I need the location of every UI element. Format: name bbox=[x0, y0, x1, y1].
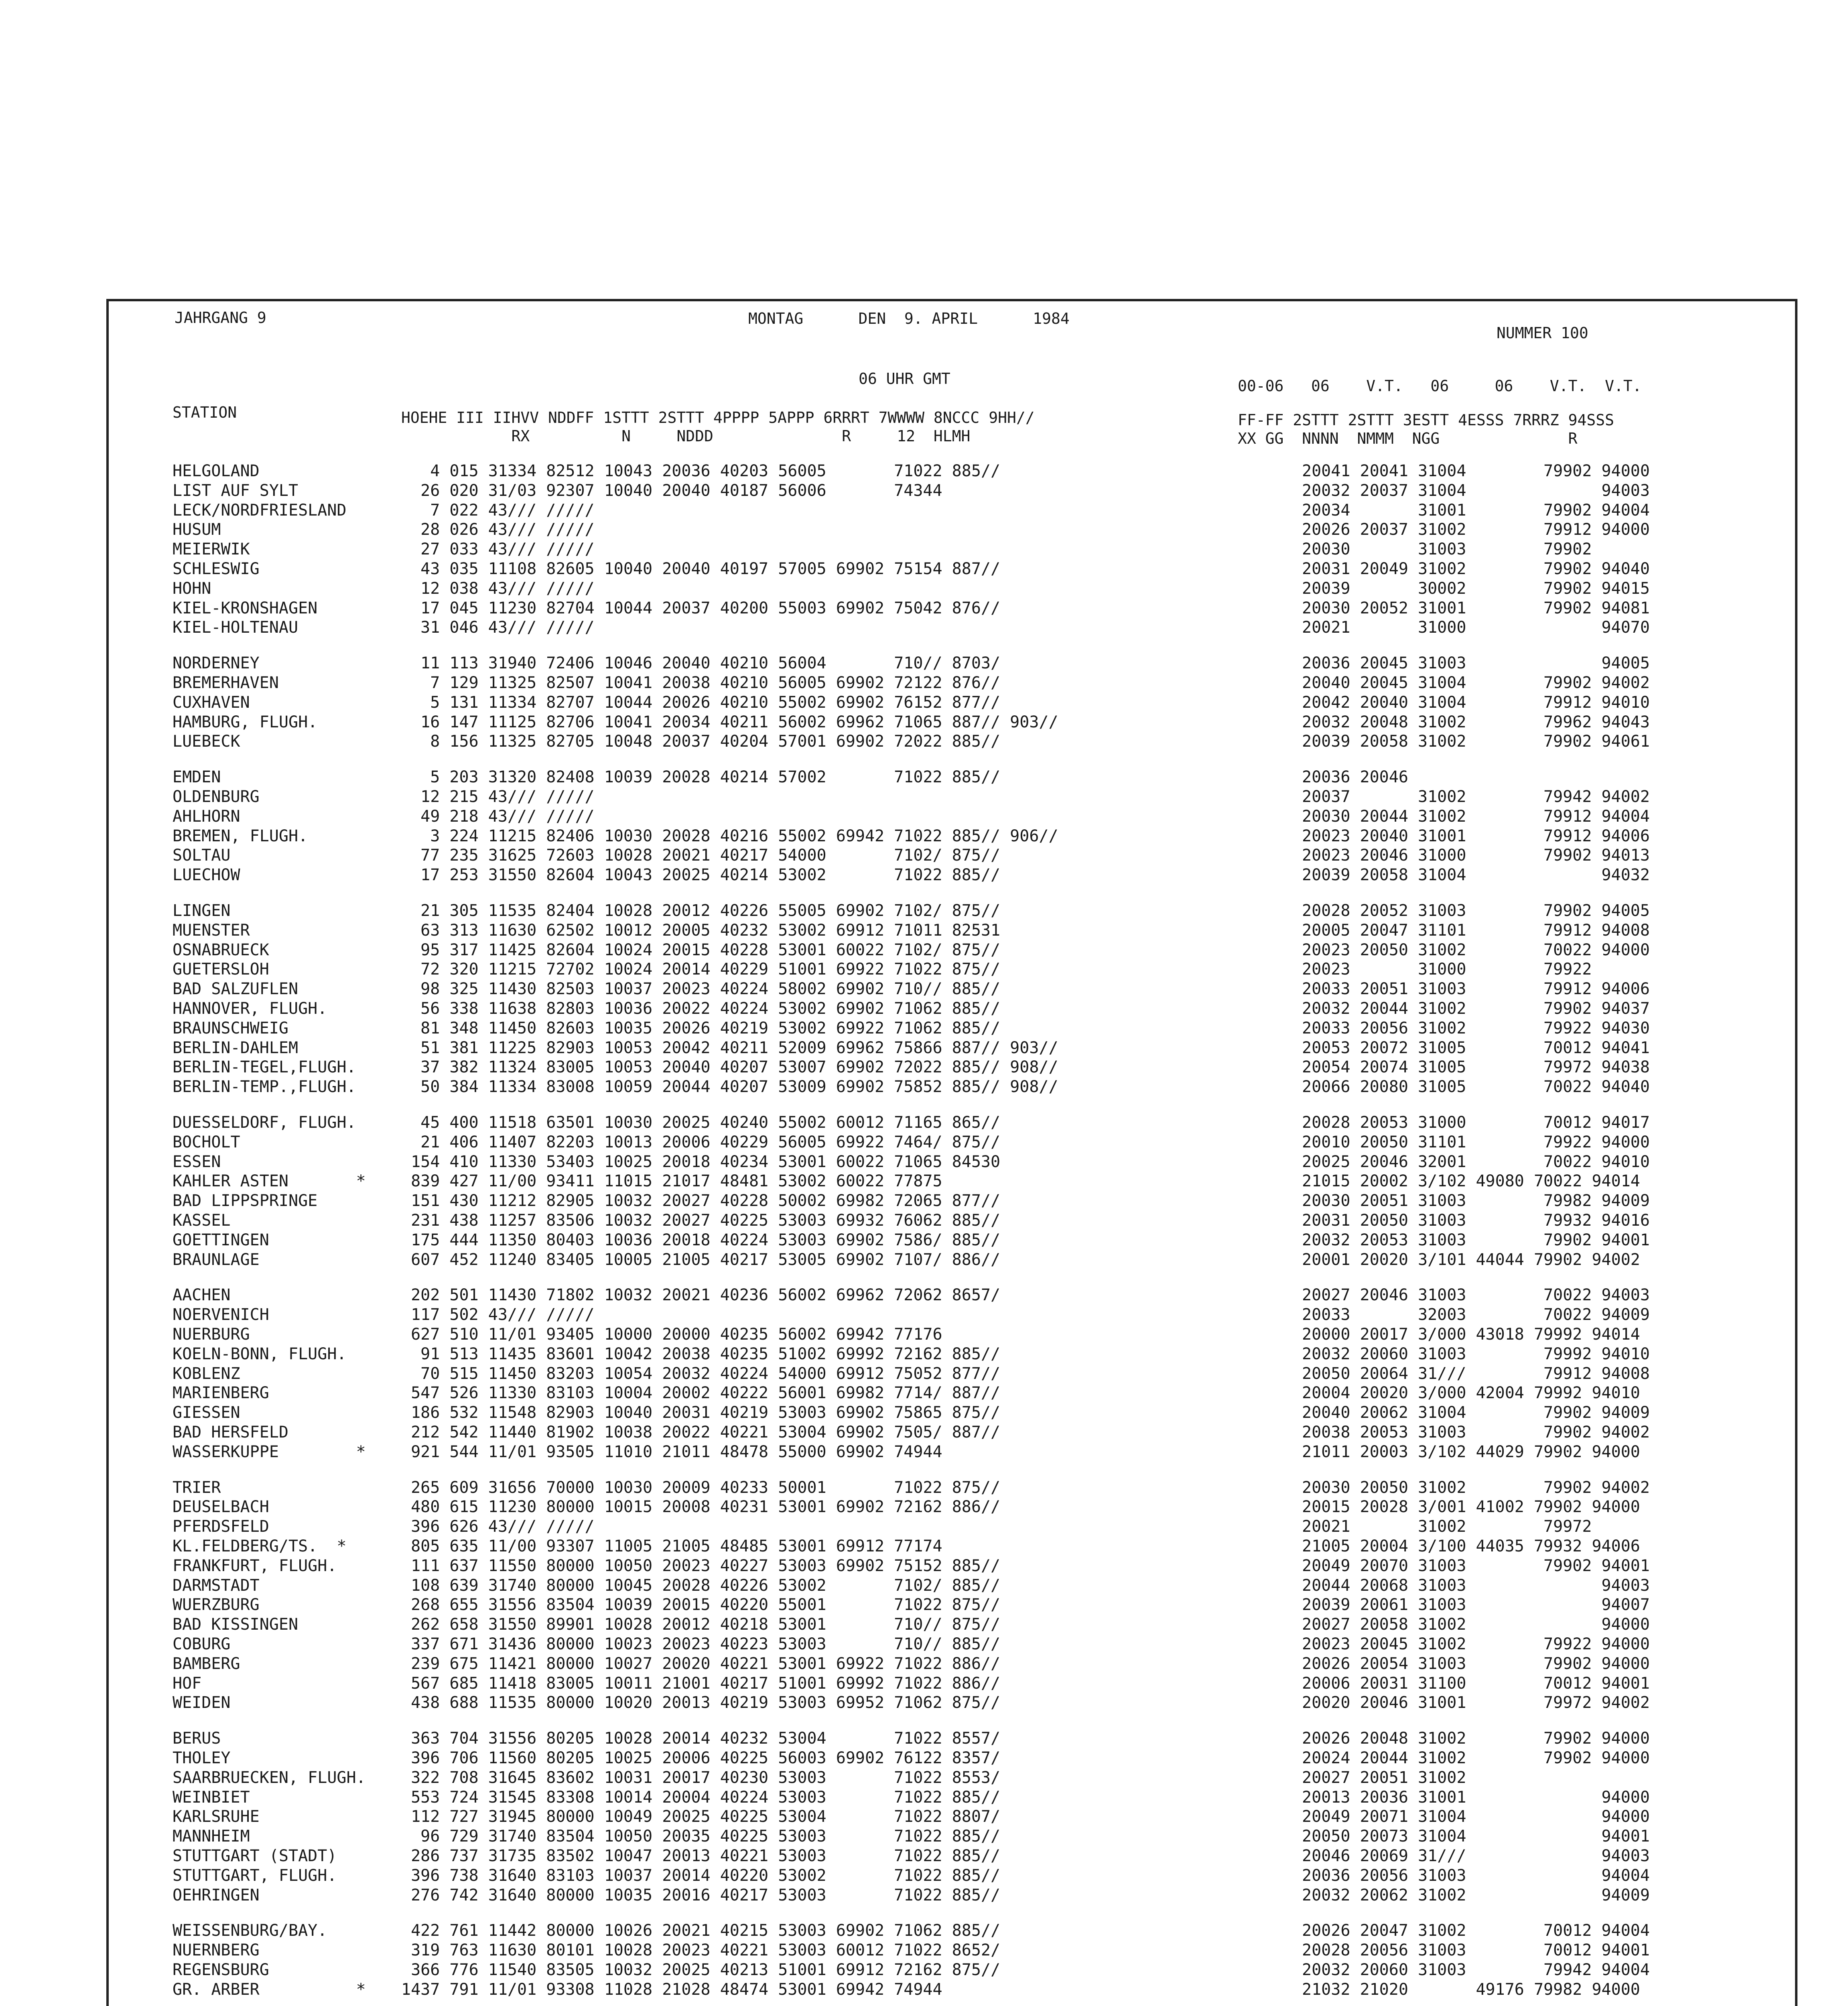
station-period-codes: 20032 20060 31003 79942 94004 bbox=[1302, 1961, 1650, 1979]
station-observation-codes: 276 742 31640 80000 10035 20016 40217 53003 71022 885// bbox=[401, 1886, 1001, 1904]
station-name: HANNOVER, FLUGH. bbox=[173, 999, 327, 1018]
station-period-codes: 20041 20041 31004 79902 94000 bbox=[1302, 462, 1650, 480]
station-observation-codes: 28 026 43/// ///// bbox=[401, 520, 595, 539]
station-observation-codes: 77 235 31625 72603 10028 20021 40217 54000 7102/ 875// bbox=[401, 846, 1001, 865]
station-observation-codes: 117 502 43/// ///// bbox=[401, 1306, 595, 1324]
station-period-codes: 20037 31002 79942 94002 bbox=[1302, 788, 1650, 806]
station-name: PFERDSFELD bbox=[173, 1517, 269, 1536]
station-name: KIEL-KRONSHAGEN bbox=[173, 599, 318, 617]
right-period-header: 00-06 06 V.T. 06 06 V.T. V.T. bbox=[1238, 377, 1642, 395]
station-name: TRIER bbox=[173, 1478, 221, 1497]
station-period-codes: 20032 20053 31003 79902 94001 bbox=[1302, 1230, 1650, 1249]
station-period-codes: 20042 20040 31004 79912 94010 bbox=[1302, 693, 1650, 712]
station-period-codes: 20015 20028 3/001 41002 79902 94000 bbox=[1302, 1498, 1640, 1517]
station-period-codes: 20033 20051 31003 79912 94006 bbox=[1302, 980, 1650, 999]
station-observation-codes: 27 033 43/// ///// bbox=[401, 540, 595, 559]
station-name: BAD HERSFELD bbox=[173, 1423, 288, 1442]
station-name: SOLTAU bbox=[173, 846, 231, 865]
station-period-codes: 20039 20061 31003 94007 bbox=[1302, 1596, 1650, 1614]
station-name: MUENSTER bbox=[173, 921, 250, 940]
station-period-codes: 20049 20070 31003 79902 94001 bbox=[1302, 1556, 1650, 1575]
station-period-codes: 21011 20003 3/102 44029 79902 94000 bbox=[1302, 1442, 1640, 1461]
station-period-codes: 21032 21020 49176 79982 94000 bbox=[1302, 1980, 1640, 1999]
station-period-codes: 20031 20050 31003 79932 94016 bbox=[1302, 1211, 1650, 1230]
station-name: KIEL-HOLTENAU bbox=[173, 618, 299, 637]
station-observation-codes: 43 035 11108 82605 10040 20040 40197 57005 69902 75154 887// bbox=[401, 560, 1001, 578]
station-period-codes: 20031 20049 31002 79902 94040 bbox=[1302, 560, 1650, 578]
station-observation-codes: 202 501 11430 71802 10032 20021 40236 56002 69962 72062 8657/ bbox=[401, 1286, 1001, 1305]
station-observation-codes: 239 675 11421 80000 10027 20020 40221 53001 69922 71022 886// bbox=[401, 1654, 1001, 1673]
station-observation-codes: 21 305 11535 82404 10028 20012 40226 55005 69902 7102/ 875// bbox=[401, 901, 1001, 920]
station-name: WEINBIET bbox=[173, 1788, 250, 1807]
station-observation-codes: 322 708 31645 83602 10031 20017 40230 53003 71022 8553/ bbox=[401, 1768, 1001, 1787]
station-period-codes: 20040 20062 31004 79902 94009 bbox=[1302, 1403, 1650, 1422]
station-period-codes: 20054 20074 31005 79972 94038 bbox=[1302, 1058, 1650, 1077]
station-observation-codes: 26 020 31/03 92307 10040 20040 40187 56006 74344 bbox=[401, 481, 942, 500]
station-name: GR. ARBER * bbox=[173, 1980, 366, 1999]
station-observation-codes: 4 015 31334 82512 10043 20036 40203 56005 71022 885// bbox=[401, 462, 1001, 480]
station-period-codes: 20001 20020 3/101 44044 79902 94002 bbox=[1302, 1250, 1640, 1269]
station-period-codes: 20021 31002 79972 bbox=[1302, 1517, 1592, 1536]
station-period-codes: 20027 20051 31002 bbox=[1302, 1768, 1466, 1787]
observation-time: 06 UHR GMT bbox=[859, 370, 950, 388]
station-period-codes: 20030 20052 31001 79902 94081 bbox=[1302, 599, 1650, 617]
station-observation-codes: 607 452 11240 83405 10005 21005 40217 53005 69902 7107/ 886// bbox=[401, 1250, 1001, 1269]
station-observation-codes: 31 046 43/// ///// bbox=[401, 618, 595, 637]
station-observation-codes: 151 430 11212 82905 10032 20027 40228 50002 69982 72065 877// bbox=[401, 1192, 1001, 1210]
station-period-codes: 20030 20051 31003 79982 94009 bbox=[1302, 1192, 1650, 1210]
station-period-codes: 20020 20046 31001 79972 94002 bbox=[1302, 1693, 1650, 1712]
station-name: BERLIN-DAHLEM bbox=[173, 1038, 299, 1057]
station-period-codes: 20036 20045 31003 94005 bbox=[1302, 654, 1650, 673]
station-name: NUERNBERG bbox=[173, 1941, 260, 1960]
station-observation-codes: 396 738 31640 83103 10037 20014 40220 53002 71022 885// bbox=[401, 1866, 1001, 1885]
station-name: OEHRINGEN bbox=[173, 1886, 260, 1904]
right-code-header-2: XX GG NNNN NMMM NGG R bbox=[1238, 430, 1578, 447]
station-period-codes: 20028 20056 31003 70012 94001 bbox=[1302, 1941, 1650, 1960]
station-period-codes: 20039 30002 79902 94015 bbox=[1302, 579, 1650, 598]
station-observation-codes: 95 317 11425 82604 10024 20015 40228 53001 60022 7102/ 875// bbox=[401, 940, 1001, 959]
station-observation-codes: 5 131 11334 82707 10044 20026 40210 55002 69902 76152 877// bbox=[401, 693, 1001, 712]
station-name: HAMBURG, FLUGH. bbox=[173, 713, 318, 731]
station-name: CUXHAVEN bbox=[173, 693, 250, 712]
station-name: BRAUNSCHWEIG bbox=[173, 1019, 288, 1038]
station-name: BOCHOLT bbox=[173, 1133, 240, 1151]
station-period-codes: 20023 20040 31001 79912 94006 bbox=[1302, 826, 1650, 845]
station-name: BAD SALZUFLEN bbox=[173, 980, 299, 999]
station-observation-codes: 51 381 11225 82903 10053 20042 40211 52009 69962 75866 887// 903// bbox=[401, 1038, 1058, 1057]
station-period-codes: 20023 20046 31000 79902 94013 bbox=[1302, 846, 1650, 865]
station-period-codes: 20038 20053 31003 79902 94002 bbox=[1302, 1423, 1650, 1442]
station-period-codes: 20034 31001 79902 94004 bbox=[1302, 501, 1650, 520]
station-observation-codes: 337 671 31436 80000 10023 20023 40223 53003 710// 885// bbox=[401, 1635, 1001, 1653]
station-observation-codes: 8 156 11325 82705 10048 20037 40204 57001 69902 72022 885// bbox=[401, 732, 1001, 751]
station-observation-codes: 265 609 31656 70000 10030 20009 40233 50001 71022 875// bbox=[401, 1478, 1001, 1497]
station-name: BREMEN, FLUGH. bbox=[173, 826, 308, 845]
station-observation-codes: 17 253 31550 82604 10043 20025 40214 53002 71022 885// bbox=[401, 866, 1001, 885]
station-observation-codes: 16 147 11125 82706 10041 20034 40211 56002 69962 71065 887// 903// bbox=[401, 713, 1058, 731]
station-observation-codes: 70 515 11450 83203 10054 20032 40224 54000 69912 75052 877// bbox=[401, 1364, 1001, 1383]
station-name: FRANKFURT, FLUGH. bbox=[173, 1556, 337, 1575]
station-name: LIST AUF SYLT bbox=[173, 481, 299, 500]
station-name: MEIERWIK bbox=[173, 540, 250, 559]
station-observation-codes: 175 444 11350 80403 10036 20018 40224 53003 69902 7586/ 885// bbox=[401, 1230, 1001, 1249]
station-name: BRAUNLAGE bbox=[173, 1250, 260, 1269]
station-period-codes: 20023 20045 31002 79922 94000 bbox=[1302, 1635, 1650, 1653]
station-name: BERLIN-TEMP.,FLUGH. bbox=[173, 1078, 356, 1096]
station-name: BAMBERG bbox=[173, 1654, 240, 1673]
station-observation-codes: 186 532 11548 82903 10040 20031 40219 53003 69902 75865 875// bbox=[401, 1403, 1001, 1422]
station-period-codes: 20026 20037 31002 79912 94000 bbox=[1302, 520, 1650, 539]
station-observation-codes: 112 727 31945 80000 10049 20025 40225 53004 71022 8807/ bbox=[401, 1807, 1001, 1826]
station-observation-codes: 212 542 11440 81902 10038 20022 40221 53004 69902 7505/ 887// bbox=[401, 1423, 1001, 1442]
station-name: NORDERNEY bbox=[173, 654, 260, 673]
station-period-codes: 20026 20048 31002 79902 94000 bbox=[1302, 1729, 1650, 1748]
station-period-codes: 20027 20046 31003 70022 94003 bbox=[1302, 1286, 1650, 1305]
station-observation-codes: 553 724 31545 83308 10014 20004 40224 53003 71022 885// bbox=[401, 1788, 1001, 1807]
station-observation-codes: 98 325 11430 82503 10037 20023 40224 58002 69902 710// 885// bbox=[401, 980, 1001, 999]
station-observation-codes: 268 655 31556 83504 10039 20015 40220 55001 71022 875// bbox=[401, 1596, 1001, 1614]
station-name: KAHLER ASTEN * bbox=[173, 1172, 366, 1191]
station-period-codes: 20032 20044 31002 79902 94037 bbox=[1302, 999, 1650, 1018]
station-observation-codes: 111 637 11550 80000 10050 20023 40227 53003 69902 75152 885// bbox=[401, 1556, 1001, 1575]
station-name: HOHN bbox=[173, 579, 211, 598]
station-name: ESSEN bbox=[173, 1152, 221, 1171]
station-period-codes: 20032 20060 31003 79992 94010 bbox=[1302, 1344, 1650, 1363]
station-observation-codes: 17 045 11230 82704 10044 20037 40200 55003 69902 75042 876// bbox=[401, 599, 1001, 617]
station-period-codes: 20040 20045 31004 79902 94002 bbox=[1302, 674, 1650, 692]
station-period-codes: 20050 20064 31/// 79912 94008 bbox=[1302, 1364, 1650, 1383]
station-observation-codes: 5 203 31320 82408 10039 20028 40214 57002 71022 885// bbox=[401, 768, 1001, 787]
station-name: WEISSENBURG/BAY. bbox=[173, 1921, 327, 1940]
station-period-codes: 20053 20072 31005 70012 94041 bbox=[1302, 1038, 1650, 1057]
station-name: COBURG bbox=[173, 1635, 231, 1653]
station-name: BREMERHAVEN bbox=[173, 674, 279, 692]
right-code-header-1: FF-FF 2STTT 2STTT 3ESTT 4ESSS 7RRRZ 94SSS bbox=[1238, 411, 1614, 429]
station-period-codes: 20021 31000 94070 bbox=[1302, 618, 1650, 637]
station-period-codes: 20033 20056 31002 79922 94030 bbox=[1302, 1019, 1650, 1038]
station-observation-codes: 63 313 11630 62502 10012 20005 40232 53002 69912 71011 82531 bbox=[401, 921, 1001, 940]
station-name: DARMSTADT bbox=[173, 1576, 260, 1595]
station-period-codes: 20032 20037 31004 94003 bbox=[1302, 481, 1650, 500]
station-period-codes: 20023 31000 79922 bbox=[1302, 960, 1592, 979]
station-observation-codes: 49 218 43/// ///// bbox=[401, 807, 595, 826]
station-observation-codes: 45 400 11518 63501 10030 20025 40240 55002 60012 71165 865// bbox=[401, 1113, 1001, 1132]
station-period-codes: 20026 20047 31002 70012 94004 bbox=[1302, 1921, 1650, 1940]
station-observation-codes: 81 348 11450 82603 10035 20026 40219 53002 69922 71062 885// bbox=[401, 1019, 1001, 1038]
station-name: BERLIN-TEGEL,FLUGH. bbox=[173, 1058, 356, 1077]
station-period-codes: 20013 20036 31001 94000 bbox=[1302, 1788, 1650, 1807]
station-name: WEIDEN bbox=[173, 1693, 231, 1712]
station-period-codes: 20039 20058 31004 94032 bbox=[1302, 866, 1650, 885]
station-name: KL.FELDBERG/TS. * bbox=[173, 1537, 347, 1555]
station-period-codes: 20023 20050 31002 70022 94000 bbox=[1302, 940, 1650, 959]
station-observation-codes: 7 022 43/// ///// bbox=[401, 501, 595, 520]
station-observation-codes: 438 688 11535 80000 10020 20013 40219 53003 69952 71062 875// bbox=[401, 1693, 1001, 1712]
station-name: GOETTINGEN bbox=[173, 1230, 269, 1249]
station-observation-codes: 21 406 11407 82203 10013 20006 40229 56005 69922 7464/ 875// bbox=[401, 1133, 1001, 1151]
station-observation-codes: 56 338 11638 82803 10036 20022 40224 53002 69902 71062 885// bbox=[401, 999, 1001, 1018]
station-name: WASSERKUPPE * bbox=[173, 1442, 366, 1461]
station-name: LUECHOW bbox=[173, 866, 240, 885]
station-observation-codes: 154 410 11330 53403 10025 20018 40234 53001 60022 71065 84530 bbox=[401, 1152, 1001, 1171]
station-observation-codes: 480 615 11230 80000 10015 20008 40231 53001 69902 72162 886// bbox=[401, 1498, 1001, 1517]
station-observation-codes: 547 526 11330 83103 10004 20002 40222 56001 69982 7714/ 887// bbox=[401, 1384, 1001, 1403]
station-name: NUERBURG bbox=[173, 1325, 250, 1344]
station-observation-codes: 262 658 31550 89901 10028 20012 40218 53001 710// 875// bbox=[401, 1615, 1001, 1634]
station-period-codes: 20027 20058 31002 94000 bbox=[1302, 1615, 1650, 1634]
station-period-codes: 20039 20058 31002 79902 94061 bbox=[1302, 732, 1650, 751]
station-column-header: STATION bbox=[173, 404, 237, 421]
station-name: AHLHORN bbox=[173, 807, 240, 826]
station-period-codes: 20046 20069 31/// 94003 bbox=[1302, 1847, 1650, 1865]
left-code-header-2: RX N NDDD R 12 HLMH bbox=[401, 427, 971, 445]
station-name: KASSEL bbox=[173, 1211, 231, 1230]
station-name: SAARBRUECKEN, FLUGH. bbox=[173, 1768, 366, 1787]
station-name: THOLEY bbox=[173, 1749, 231, 1767]
left-code-header-1: HOEHE III IIHVV NDDFF 1STTT 2STTT 4PPPP 5APPP 6RRRT 7WWWW 8NCCC 9HH// bbox=[401, 409, 1035, 426]
station-observation-codes: 921 544 11/01 93505 11010 21011 48478 55000 69902 74944 bbox=[401, 1442, 942, 1461]
station-name: KOBLENZ bbox=[173, 1364, 240, 1383]
station-name: STUTTGART (STADT) bbox=[173, 1847, 337, 1865]
station-observation-codes: 108 639 31740 80000 10045 20028 40226 53002 7102/ 885// bbox=[401, 1576, 1001, 1595]
issue-number: NUMMER 100 bbox=[1497, 324, 1588, 342]
station-period-codes: 20030 20050 31002 79902 94002 bbox=[1302, 1478, 1650, 1497]
station-period-codes: 20010 20050 31101 79922 94000 bbox=[1302, 1133, 1650, 1151]
station-period-codes: 20036 20056 31003 94004 bbox=[1302, 1866, 1650, 1885]
station-period-codes: 20030 31003 79902 bbox=[1302, 540, 1592, 559]
station-observation-codes: 286 737 31735 83502 10047 20013 40221 53003 71022 885// bbox=[401, 1847, 1001, 1865]
station-observation-codes: 231 438 11257 83506 10032 20027 40225 53003 69932 76062 885// bbox=[401, 1211, 1001, 1230]
station-observation-codes: 839 427 11/00 93411 11015 21017 48481 53002 60022 77875 bbox=[401, 1172, 942, 1191]
station-observation-codes: 91 513 11435 83601 10042 20038 40235 51002 69992 72162 885// bbox=[401, 1344, 1001, 1363]
station-name: WUERZBURG bbox=[173, 1596, 260, 1614]
station-observation-codes: 72 320 11215 72702 10024 20014 40229 51001 69922 71022 875// bbox=[401, 960, 1001, 979]
station-observation-codes: 422 761 11442 80000 10026 20021 40215 53003 69902 71062 885// bbox=[401, 1921, 1001, 1940]
station-name: EMDEN bbox=[173, 768, 221, 787]
station-name: MARIENBERG bbox=[173, 1384, 269, 1403]
station-period-codes: 20028 20053 31000 70012 94017 bbox=[1302, 1113, 1650, 1132]
station-name: BAD KISSINGEN bbox=[173, 1615, 299, 1634]
station-name: GUETERSLOH bbox=[173, 960, 269, 979]
station-observation-codes: 12 038 43/// ///// bbox=[401, 579, 595, 598]
station-period-codes: 20024 20044 31002 79902 94000 bbox=[1302, 1749, 1650, 1767]
station-name: NOERVENICH bbox=[173, 1306, 269, 1324]
station-observation-codes: 319 763 11630 80101 10028 20023 40221 53003 60012 71022 8652/ bbox=[401, 1941, 1001, 1960]
station-name: AACHEN bbox=[173, 1286, 231, 1305]
station-period-codes: 21005 20004 3/100 44035 79932 94006 bbox=[1302, 1537, 1640, 1555]
station-observation-codes: 627 510 11/01 93405 10000 20000 40235 56002 69942 77176 bbox=[401, 1325, 942, 1344]
station-period-codes: 21015 20002 3/102 49080 70022 94014 bbox=[1302, 1172, 1640, 1191]
station-name: REGENSBURG bbox=[173, 1961, 269, 1979]
station-period-codes: 20030 20044 31002 79912 94004 bbox=[1302, 807, 1650, 826]
station-name: KARLSRUHE bbox=[173, 1807, 260, 1826]
station-period-codes: 20049 20071 31004 94000 bbox=[1302, 1807, 1650, 1826]
station-name: LECK/NORDFRIESLAND bbox=[173, 501, 347, 520]
station-period-codes: 20032 20062 31002 94009 bbox=[1302, 1886, 1650, 1904]
station-observation-codes: 805 635 11/00 93307 11005 21005 48485 53001 69912 77174 bbox=[401, 1537, 942, 1555]
station-period-codes: 20033 32003 70022 94009 bbox=[1302, 1306, 1650, 1324]
station-observation-codes: 1437 791 11/01 93308 11028 21028 48474 53001 69942 74944 bbox=[401, 1980, 942, 1999]
station-name: OSNABRUECK bbox=[173, 940, 269, 959]
station-observation-codes: 11 113 31940 72406 10046 20040 40210 56004 710// 8703/ bbox=[401, 654, 1001, 673]
station-observation-codes: 363 704 31556 80205 10028 20014 40232 53004 71022 8557/ bbox=[401, 1729, 1001, 1748]
station-period-codes: 20036 20046 bbox=[1302, 768, 1408, 787]
station-name: SCHLESWIG bbox=[173, 560, 260, 578]
station-name: MANNHEIM bbox=[173, 1827, 250, 1846]
station-period-codes: 20000 20017 3/000 43018 79992 94014 bbox=[1302, 1325, 1640, 1344]
station-name: LUEBECK bbox=[173, 732, 240, 751]
station-observation-codes: 396 626 43/// ///// bbox=[401, 1517, 595, 1536]
station-period-codes: 20044 20068 31003 94003 bbox=[1302, 1576, 1650, 1595]
station-observation-codes: 567 685 11418 83005 10011 21001 40217 51001 69992 71022 886// bbox=[401, 1674, 1001, 1693]
station-period-codes: 20005 20047 31101 79912 94008 bbox=[1302, 921, 1650, 940]
station-period-codes: 20066 20080 31005 70022 94040 bbox=[1302, 1078, 1650, 1096]
station-period-codes: 20006 20031 31100 70012 94001 bbox=[1302, 1674, 1650, 1693]
station-period-codes: 20032 20048 31002 79962 94043 bbox=[1302, 713, 1650, 731]
station-name: OLDENBURG bbox=[173, 788, 260, 806]
station-observation-codes: 37 382 11324 83005 10053 20040 40207 53007 69902 72022 885// 908// bbox=[401, 1058, 1058, 1077]
station-name: BAD LIPPSPRINGE bbox=[173, 1192, 318, 1210]
station-name: LINGEN bbox=[173, 901, 231, 920]
station-name: DUESSELDORF, FLUGH. bbox=[173, 1113, 356, 1132]
station-period-codes: 20004 20020 3/000 42004 79992 94010 bbox=[1302, 1384, 1640, 1403]
station-period-codes: 20025 20046 32001 70022 94010 bbox=[1302, 1152, 1650, 1171]
station-name: DEUSELBACH bbox=[173, 1498, 269, 1517]
station-observation-codes: 7 129 11325 82507 10041 20038 40210 56005 69902 72122 876// bbox=[401, 674, 1001, 692]
station-name: BERUS bbox=[173, 1729, 221, 1748]
volume-label: JAHRGANG 9 bbox=[175, 309, 266, 327]
station-observation-codes: 366 776 11540 83505 10032 20025 40213 51001 69912 72162 875// bbox=[401, 1961, 1001, 1979]
station-observation-codes: 3 224 11215 82406 10030 20028 40216 55002 69942 71022 885// 906// bbox=[401, 826, 1058, 845]
station-observation-codes: 12 215 43/// ///// bbox=[401, 788, 595, 806]
station-observation-codes: 396 706 11560 80205 10025 20006 40225 56003 69902 76122 8357/ bbox=[401, 1749, 1001, 1767]
station-name: STUTTGART, FLUGH. bbox=[173, 1866, 337, 1885]
station-period-codes: 20026 20054 31003 79902 94000 bbox=[1302, 1654, 1650, 1673]
station-period-codes: 20028 20052 31003 79902 94005 bbox=[1302, 901, 1650, 920]
station-period-codes: 20050 20073 31004 94001 bbox=[1302, 1827, 1650, 1846]
station-name: KOELN-BONN, FLUGH. bbox=[173, 1344, 347, 1363]
station-name: HUSUM bbox=[173, 520, 221, 539]
station-observation-codes: 96 729 31740 83504 10050 20035 40225 53003 71022 885// bbox=[401, 1827, 1001, 1846]
station-name: HELGOLAND bbox=[173, 462, 260, 480]
issue-date: MONTAG DEN 9. APRIL 1984 bbox=[748, 310, 1070, 327]
station-name: GIESSEN bbox=[173, 1403, 240, 1422]
station-name: HOF bbox=[173, 1674, 202, 1693]
station-observation-codes: 50 384 11334 83008 10059 20044 40207 53009 69902 75852 885// 908// bbox=[401, 1078, 1058, 1096]
